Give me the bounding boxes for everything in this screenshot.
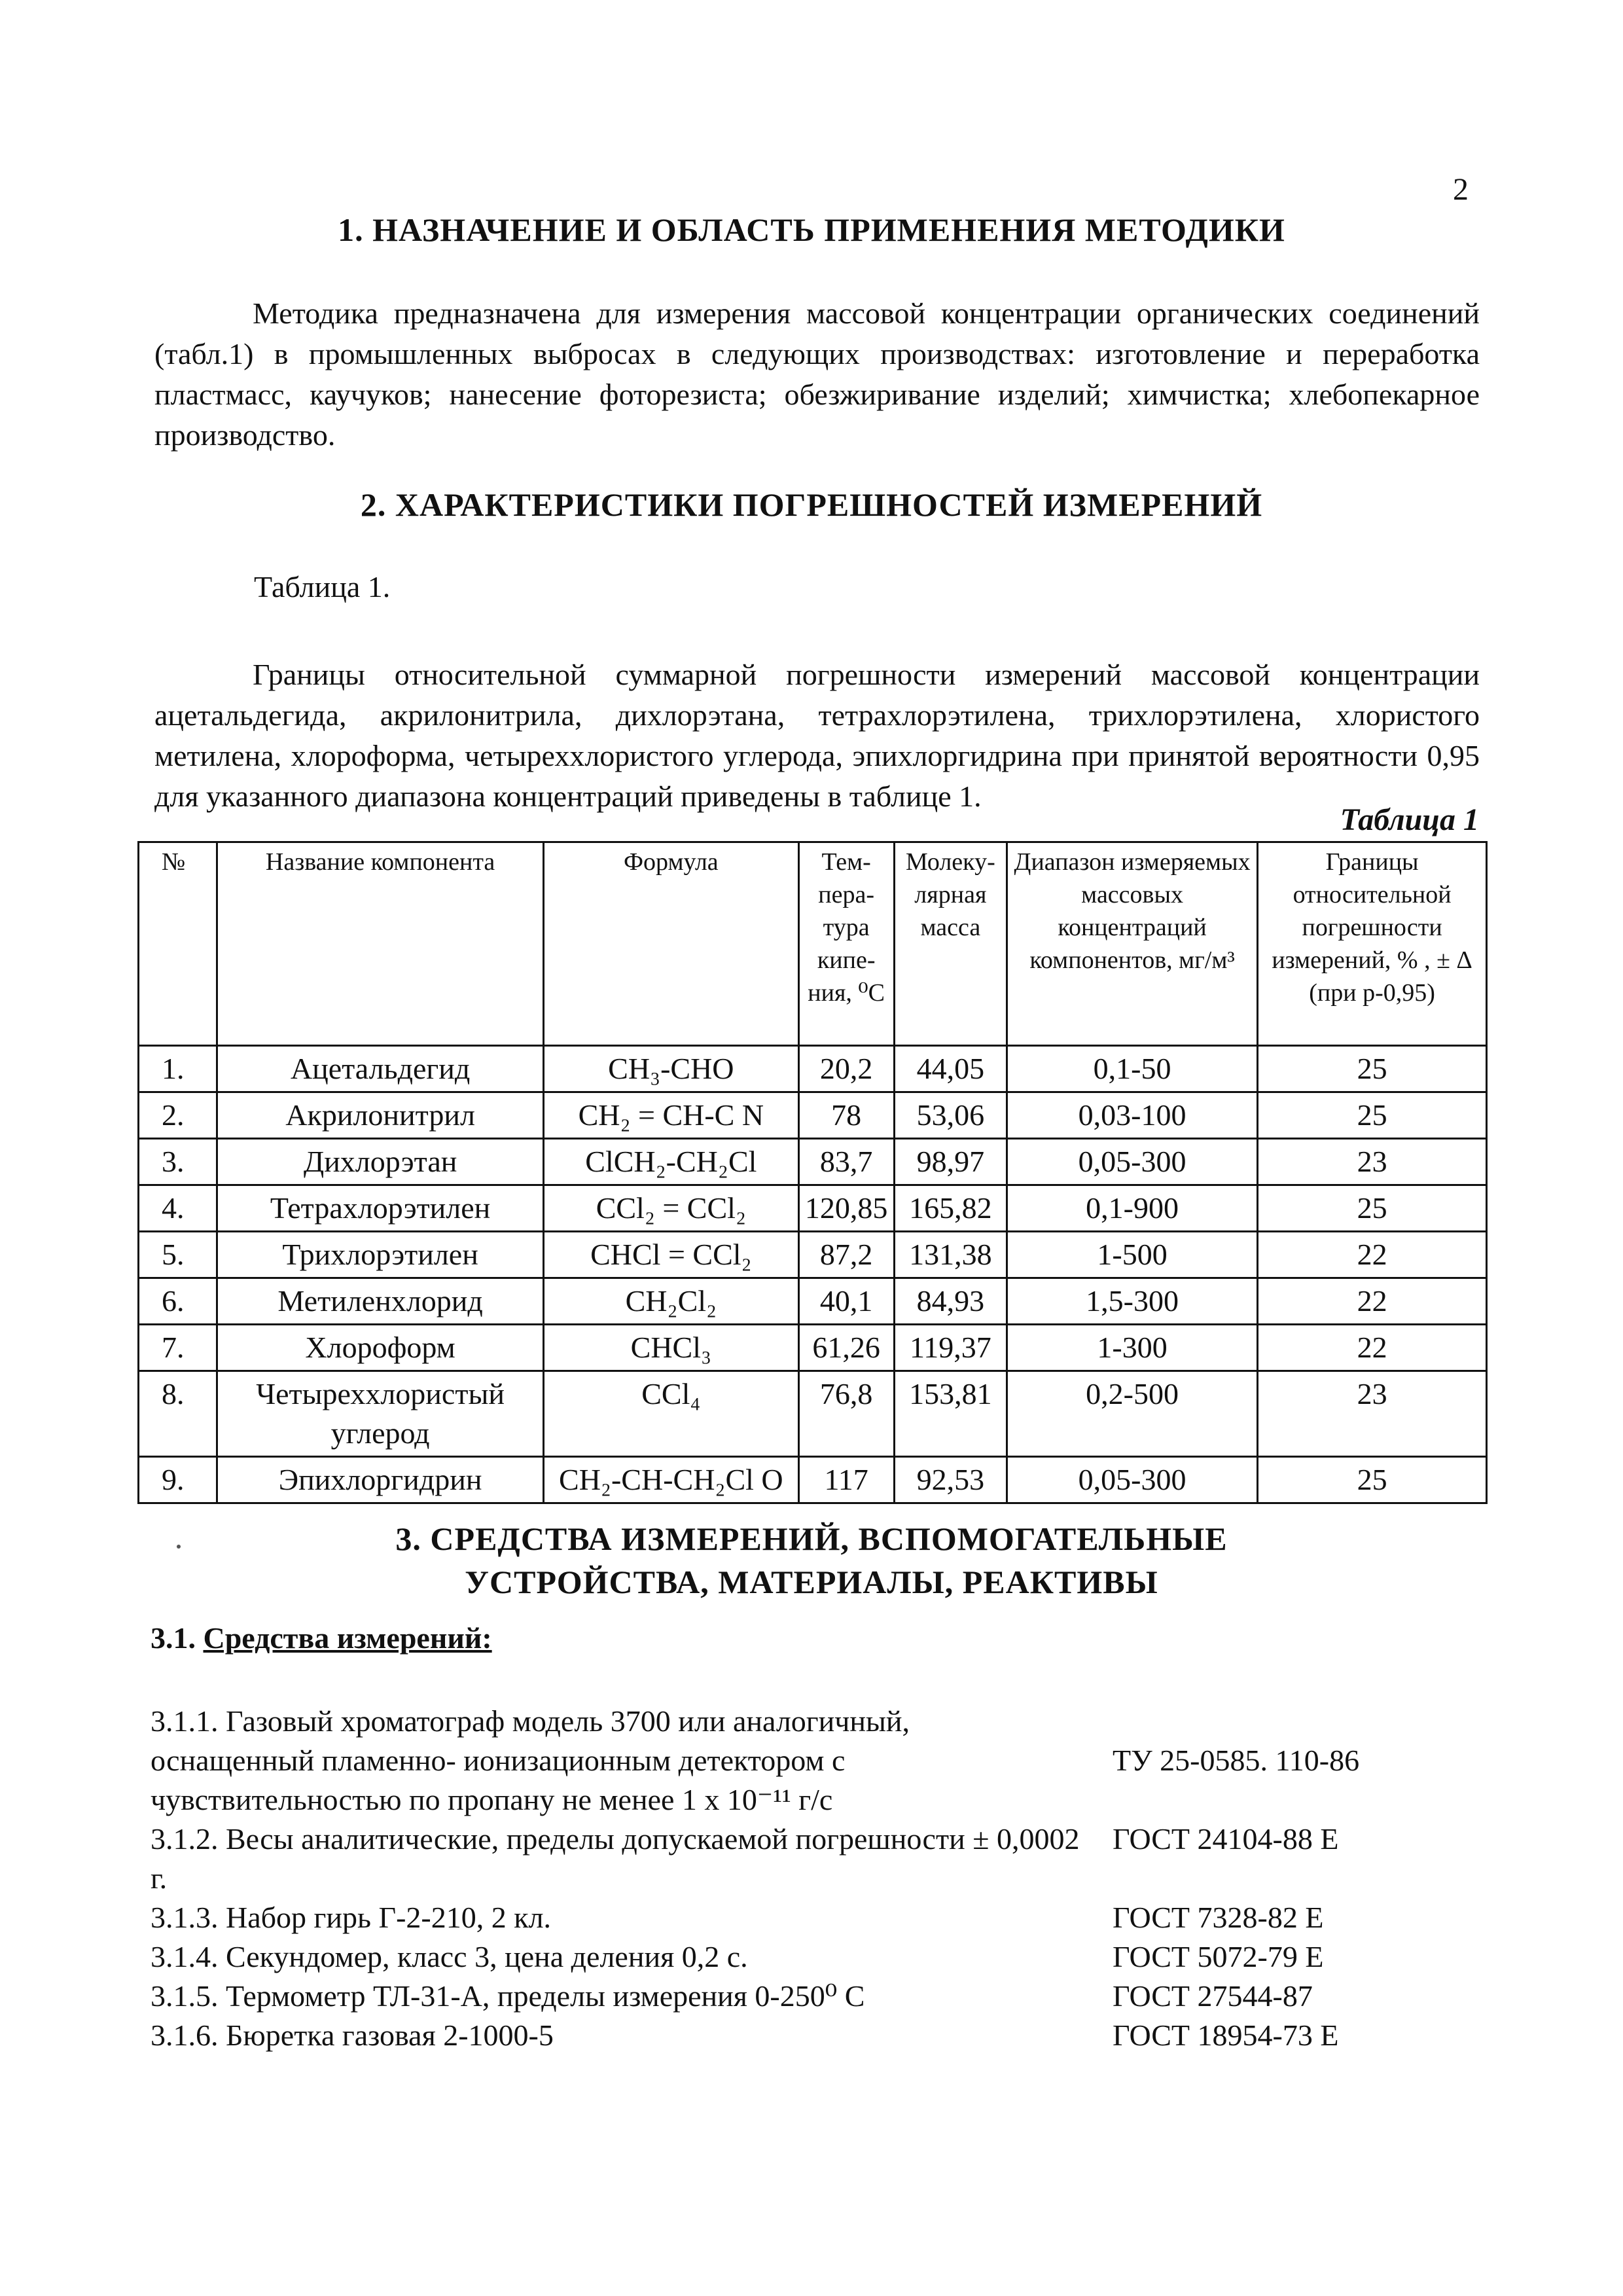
cell-range: 0,05-300: [1007, 1457, 1258, 1503]
cell-name: Тетрахлорэтилен: [217, 1185, 544, 1232]
table-row: [139, 1232, 1487, 1278]
cell-temp: 20,2: [798, 1046, 894, 1092]
instrument-item: [151, 1702, 1499, 1820]
cell-mass: 53,06: [894, 1092, 1007, 1139]
header-name: Название компонента: [217, 842, 544, 1046]
cell-temp: 78: [798, 1092, 894, 1139]
cell-error: 25: [1258, 1046, 1487, 1092]
header-molar-mass: Молеку-лярная масса: [894, 842, 1007, 1046]
subsection-title: Средства измерений:: [203, 1621, 492, 1655]
header-range: Диапазон измеряемых массовых концентраций компонентов, мг/м³: [1007, 842, 1258, 1046]
instrument-description: 3.1.4. Секундомер, класс 3, цена деления 0,2 с.: [151, 1940, 748, 1973]
cell-number: 1.: [139, 1046, 217, 1092]
cell-error: 22: [1258, 1325, 1487, 1371]
cell-range: 0,2-500: [1007, 1371, 1258, 1457]
cell-name: Четыреххлористый углерод: [217, 1371, 544, 1457]
cell-temp: 117: [798, 1457, 894, 1503]
instruments-list: [151, 1702, 1499, 2055]
table-caption: Таблица 1: [1340, 802, 1479, 837]
cell-temp: 61,26: [798, 1325, 894, 1371]
instrument-item: [151, 1820, 1499, 1898]
cell-error: 25: [1258, 1092, 1487, 1139]
section-2-title: 2. ХАРАКТЕРИСТИКИ ПОГРЕШНОСТЕЙ ИЗМЕРЕНИЙ: [360, 486, 1263, 523]
header-error: Границы относительной погрешности измерений, % , ± Δ (при р-0,95): [1258, 842, 1487, 1046]
table-row: [139, 1185, 1487, 1232]
cell-mass: 44,05: [894, 1046, 1007, 1092]
table-row: [139, 1278, 1487, 1325]
instrument-item: [151, 1937, 1499, 1977]
cell-mass: 98,97: [894, 1139, 1007, 1185]
cell-mass: 84,93: [894, 1278, 1007, 1325]
header-boiling-temp: Тем-пера-тура кипе-ния, ⁰С: [798, 842, 894, 1046]
cell-mass: 131,38: [894, 1232, 1007, 1278]
instrument-description: 3.1.6. Бюретка газовая 2-1000-5: [151, 2018, 554, 2052]
table-row: [139, 1092, 1487, 1139]
section-3-title-line-1: 3. СРЕДСТВА ИЗМЕРЕНИЙ, ВСПОМОГАТЕЛЬНЫЕ: [395, 1520, 1228, 1557]
cell-range: 0,03-100: [1007, 1092, 1258, 1139]
cell-number: 4.: [139, 1185, 217, 1232]
cell-range: 1,5-300: [1007, 1278, 1258, 1325]
cell-range: 1-500: [1007, 1232, 1258, 1278]
cell-name: Метиленхлорид: [217, 1278, 544, 1325]
instrument-item: [151, 1977, 1499, 2016]
cell-name: Дихлорэтан: [217, 1139, 544, 1185]
section-3-title-line-2: УСТРОЙСТВА, МАТЕРИАЛЫ, РЕАКТИВЫ: [465, 1564, 1158, 1600]
cell-range: 0,05-300: [1007, 1139, 1258, 1185]
cell-temp: 87,2: [798, 1232, 894, 1278]
cell-formula: CH₃-CHO: [544, 1046, 798, 1092]
cell-number: 3.: [139, 1139, 217, 1185]
cell-mass: 119,37: [894, 1325, 1007, 1371]
cell-name: Трихлорэтилен: [217, 1232, 544, 1278]
cell-number: 8.: [139, 1371, 217, 1457]
cell-temp: 83,7: [798, 1139, 894, 1185]
instrument-standard: ГОСТ 5072-79 Е: [1113, 1940, 1324, 1973]
table-row: [139, 1139, 1487, 1185]
instrument-item: [151, 2016, 1499, 2055]
instrument-item: [151, 1898, 1499, 1937]
cell-formula: CH₂ = CH-C N: [544, 1092, 798, 1139]
cell-formula: ClCH₂-CH₂Cl: [544, 1139, 798, 1185]
cell-temp: 76,8: [798, 1371, 894, 1457]
cell-range: 0,1-900: [1007, 1185, 1258, 1232]
instrument-description: 3.1.5. Термометр ТЛ-31-А, пределы измерения 0-250⁰ С: [151, 1979, 865, 2013]
cell-formula: CCl₂ = CCl₂: [544, 1185, 798, 1232]
cell-name: Эпихлоргидрин: [217, 1457, 544, 1503]
cell-name: Акрилонитрил: [217, 1092, 544, 1139]
cell-mass: 153,81: [894, 1371, 1007, 1457]
header-number: №: [139, 842, 217, 1046]
cell-error: 22: [1258, 1278, 1487, 1325]
instrument-description: 3.1.2. Весы аналитические, пределы допускаемой погрешности ± 0,0002 г.: [151, 1822, 1080, 1895]
section-1-title: 1. НАЗНАЧЕНИЕ И ОБЛАСТЬ ПРИМЕНЕНИЯ МЕТОДИКИ: [338, 211, 1285, 248]
cell-range: 0,1-50: [1007, 1046, 1258, 1092]
table-row: [139, 1457, 1487, 1503]
instrument-description: 3.1.3. Набор гирь Г-2-210, 2 кл.: [151, 1901, 552, 1934]
table-row: [139, 1371, 1487, 1457]
cell-error: 23: [1258, 1371, 1487, 1457]
table-row: [139, 1046, 1487, 1092]
cell-name: Ацетальдегид: [217, 1046, 544, 1092]
cell-formula: CH₂Cl₂: [544, 1278, 798, 1325]
cell-formula: CCl₄: [544, 1371, 798, 1457]
cell-error: 23: [1258, 1139, 1487, 1185]
page-number: 2: [1453, 172, 1469, 207]
cell-formula: CHCl = CCl₂: [544, 1232, 798, 1278]
cell-number: 5.: [139, 1232, 217, 1278]
cell-temp: 120,85: [798, 1185, 894, 1232]
instrument-description: 3.1.1. Газовый хроматограф модель 3700 или аналогичный, оснащенный пламенно- ионизационным детектором с чувствительностью по пропану не менее 1 х 10⁻¹¹ г/с: [151, 1704, 910, 1816]
cell-range: 1-300: [1007, 1325, 1258, 1371]
instrument-standard: ТУ 25-0585. 110-86: [1113, 1744, 1360, 1777]
section-3-title: [0, 1517, 1623, 1604]
cell-temp: 40,1: [798, 1278, 894, 1325]
cell-error: 25: [1258, 1185, 1487, 1232]
table-row: [139, 1325, 1487, 1371]
section-1-paragraph: Методика предназначена для измерения массовой концентрации органических соединений (табл.1) в промышленных выбросах в следующих производствах: изготовление и переработка пластмасс, каучуков; нанесение фоторезиста; обезжиривание изделий; химчистка; хлебопекарное производство.: [154, 296, 1480, 452]
table-header-row: [139, 842, 1487, 1046]
instrument-standard: ГОСТ 27544-87: [1113, 1979, 1313, 2013]
table-label: Таблица 1.: [254, 570, 391, 603]
subsection-3-1-heading: [151, 1621, 492, 1655]
cell-number: 6.: [139, 1278, 217, 1325]
subsection-number: 3.1.: [151, 1621, 196, 1655]
instrument-standard: ГОСТ 24104-88 Е: [1113, 1822, 1339, 1856]
cell-formula: CH₂-CH-CH₂Cl O: [544, 1457, 798, 1503]
cell-mass: 92,53: [894, 1457, 1007, 1503]
instrument-standard: ГОСТ 18954-73 Е: [1113, 2018, 1339, 2052]
cell-formula: CHCl₃: [544, 1325, 798, 1371]
cell-number: 7.: [139, 1325, 217, 1371]
cell-error: 22: [1258, 1232, 1487, 1278]
cell-name: Хлороформ: [217, 1325, 544, 1371]
cell-mass: 165,82: [894, 1185, 1007, 1232]
cell-number: 2.: [139, 1092, 217, 1139]
header-formula: Формула: [544, 842, 798, 1046]
cell-error: 25: [1258, 1457, 1487, 1503]
properties-table: [137, 841, 1488, 1504]
cell-number: 9.: [139, 1457, 217, 1503]
instrument-standard: ГОСТ 7328-82 Е: [1113, 1901, 1324, 1934]
section-2-paragraph: Границы относительной суммарной погрешности измерений массовой концентрации ацетальдегида, акрилонитрила, дихлорэтана, тетрахлорэтилена, трихлорэтилена, хлористого метилена, хлороформа, четыреххлористого углерода, эпихлоргидрина при принятой вероятности 0,95 для указанного диапазона концентраций приведены в таблице 1.: [154, 658, 1480, 813]
